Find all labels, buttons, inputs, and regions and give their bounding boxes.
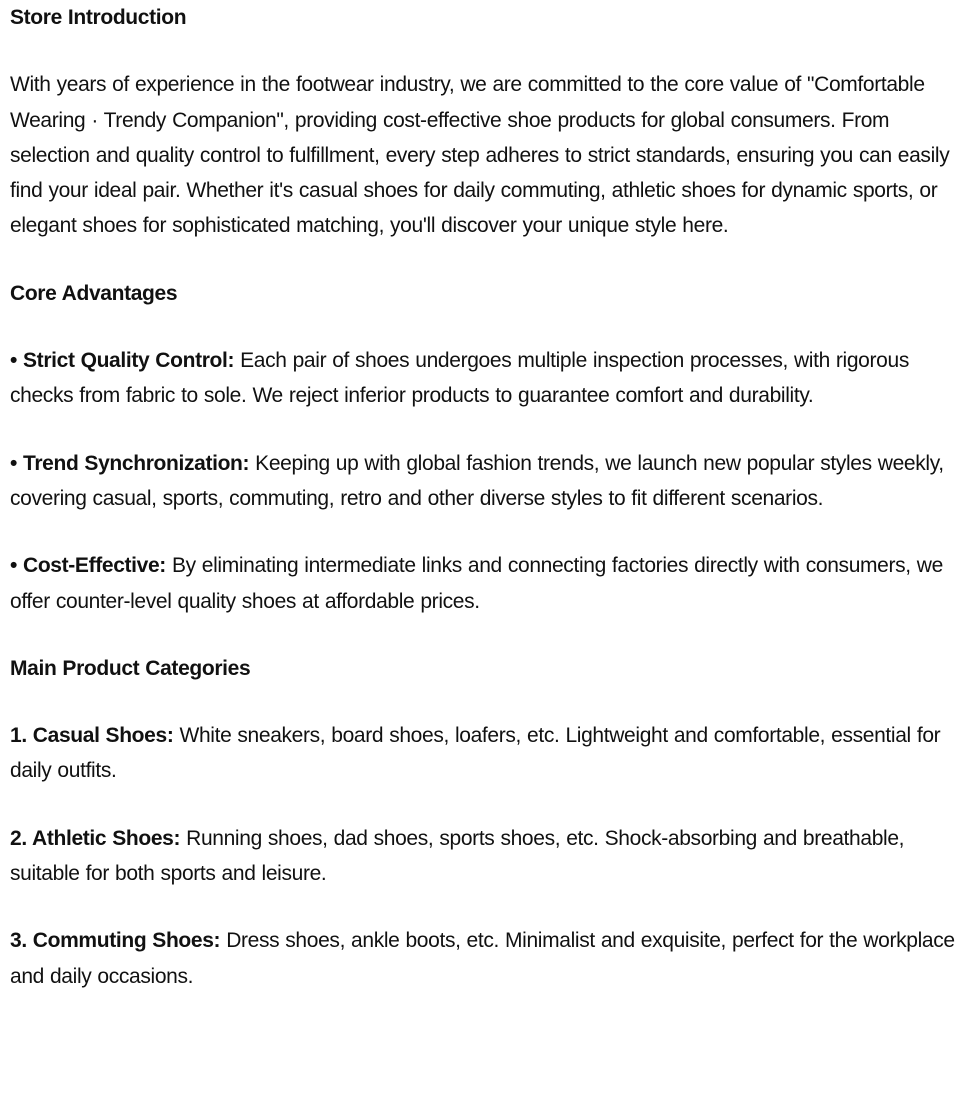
bullet-icon: • bbox=[10, 451, 18, 475]
advantage-text: By eliminating intermediate links and connecting factories directly with consumers, we offer counter-level quality shoes at affordable prices. bbox=[10, 554, 943, 613]
category-text: White sneakers, board shoes, loafers, etc. Lightweight and comfortable, essential for daily outfits. bbox=[10, 724, 941, 783]
bullet-icon: • bbox=[10, 349, 18, 373]
store-introduction-heading: Store Introduction bbox=[10, 6, 187, 29]
store-introduction-body: With years of experience in the footwear industry, we are committed to the core value of "Comfortable Wearing · Trendy Companion", providing cost-effective shoe products for global consumers. From selection and quality control to fulfillment, every step adheres to strict standards, ensuring you can easily find your ideal pair. Whether it's casual shoes for daily commuting, athletic shoes for dynamic sports, or elegant shoes for sophisticated matching, you'll discover your unique style here. bbox=[10, 73, 950, 238]
advantage-item-cost-effective bbox=[10, 548, 958, 619]
category-text: Running shoes, dad shoes, sports shoes, etc. Shock-absorbing and breathable, suitable for both sports and leisure. bbox=[10, 826, 905, 886]
category-item-commuting bbox=[10, 923, 958, 994]
spacer bbox=[10, 516, 958, 548]
advantage-item-trend-sync bbox=[10, 446, 958, 517]
spacer bbox=[10, 311, 958, 343]
spacer bbox=[10, 244, 958, 276]
category-label: 3. Commuting Shoes: bbox=[10, 929, 221, 953]
bullet-icon: • bbox=[10, 554, 18, 578]
category-item-athletic bbox=[10, 821, 958, 892]
core-advantages-heading: Core Advantages bbox=[10, 281, 178, 305]
advantage-text: Each pair of shoes undergoes multiple inspection processes, with rigorous checks from fabric to sole. We reject inferior products to guarantee comfort and durability. bbox=[10, 349, 909, 408]
spacer bbox=[10, 414, 958, 446]
advantage-label: Trend Synchronization: bbox=[23, 451, 250, 475]
category-label: 2. Athletic Shoes: bbox=[10, 826, 181, 850]
spacer bbox=[10, 619, 958, 651]
spacer bbox=[10, 35, 958, 67]
category-text: Dress shoes, ankle boots, etc. Minimalist and exquisite, perfect for the workplace and daily occasions. bbox=[10, 929, 955, 988]
advantage-label: Strict Quality Control: bbox=[23, 349, 235, 373]
advantage-text: Keeping up with global fashion trends, we launch new popular styles weekly, covering casual, sports, commuting, retro and other diverse styles to fit different scenarios. bbox=[10, 451, 944, 510]
category-label: 1. Casual Shoes: bbox=[10, 724, 174, 748]
spacer bbox=[10, 891, 958, 923]
spacer bbox=[10, 789, 958, 821]
advantage-item-quality-control bbox=[10, 343, 958, 414]
spacer bbox=[10, 686, 958, 718]
category-item-casual bbox=[10, 718, 958, 789]
product-categories-heading: Main Product Categories bbox=[10, 656, 251, 680]
advantage-label: Cost-Effective: bbox=[23, 554, 166, 578]
